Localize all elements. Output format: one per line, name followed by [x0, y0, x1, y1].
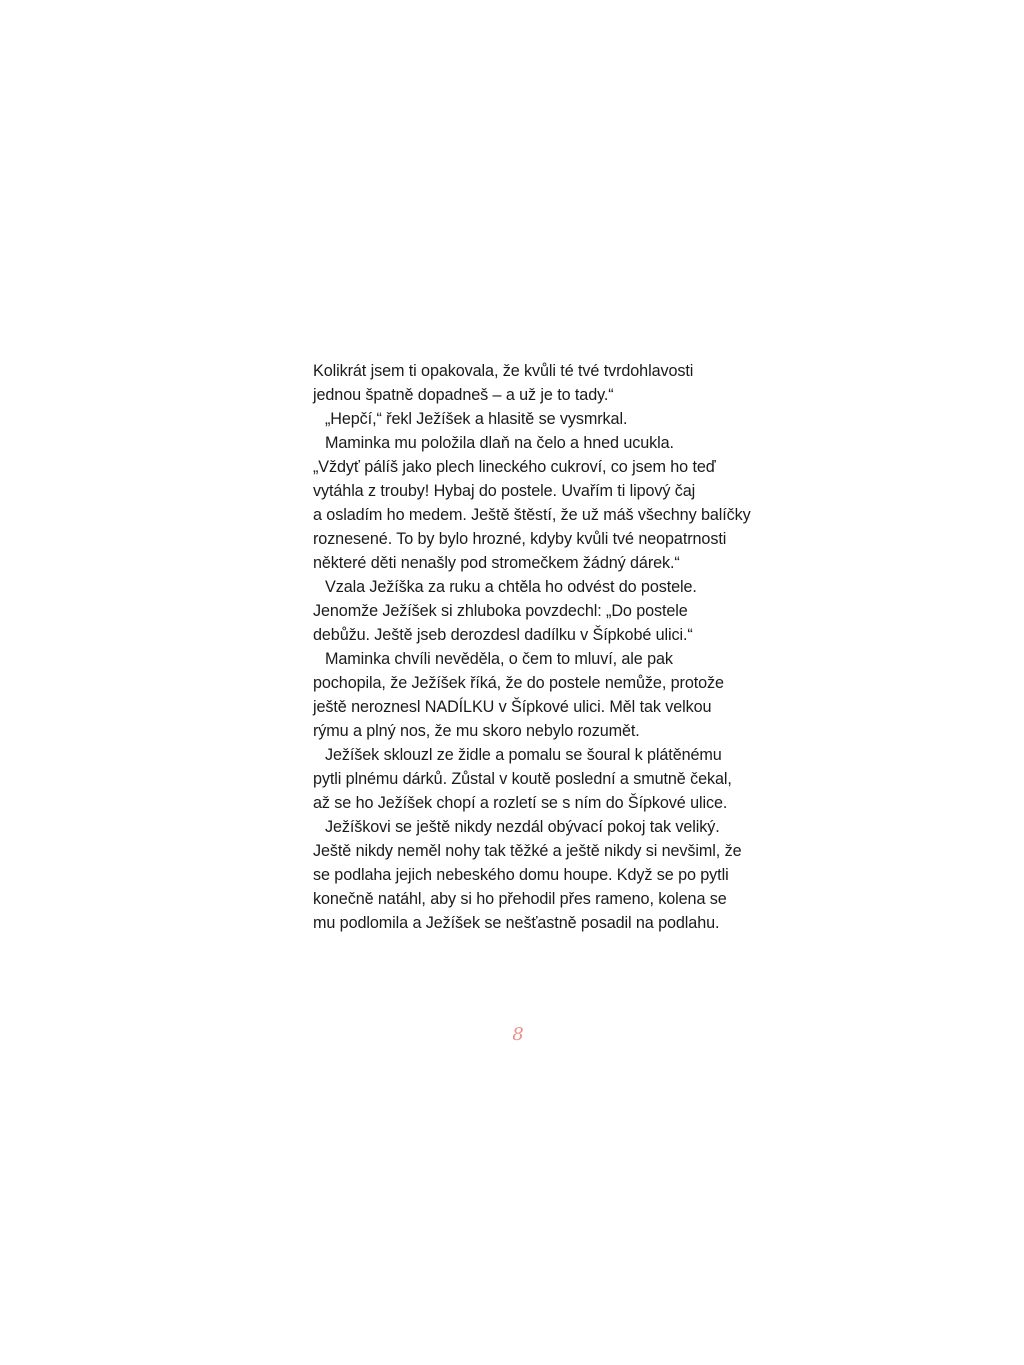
text-line: konečně natáhl, aby si ho přehodil přes rameno, kolena se — [313, 890, 727, 908]
text-line: Jenomže Ježíšek si zhluboka povzdechl: „Do postele — [313, 602, 688, 620]
text-line: jednou špatně dopadneš – a už je to tady.“ — [313, 386, 614, 404]
text-line: vytáhla z trouby! Hybaj do postele. Uvařím ti lipový čaj — [313, 482, 696, 500]
text-line: „Vždyť pálíš jako plech lineckého cukroví, co jsem ho teď — [313, 458, 716, 476]
text-line: mu podlomila a Ježíšek se nešťastně posadil na podlahu. — [313, 914, 720, 932]
text-line: Maminka chvíli nevěděla, o čem to mluví, ale pak — [325, 650, 673, 668]
text-line: pytli plnému dárků. Zůstal v koutě poslední a smutně čekal, — [313, 770, 732, 788]
text-line: roznesené. To by bylo hrozné, kdyby kvůli tvé neopatrnosti — [313, 530, 727, 548]
text-line: „Hepčí,“ řekl Ježíšek a hlasitě se vysmrkal. — [325, 410, 628, 428]
text-line: Ještě nikdy neměl nohy tak těžké a ještě nikdy si nevšiml, že — [313, 842, 742, 860]
text-line: debůžu. Ještě jseb derozdesl dadílku v Šípkobé ulici.“ — [313, 626, 693, 644]
text-line: Kolikrát jsem ti opakovala, že kvůli té tvé tvrdohlavosti — [313, 362, 694, 380]
text-line: a osladím ho medem. Ještě štěstí, že už máš všechny balíčky — [313, 506, 751, 524]
text-line: Vzala Ježíška za ruku a chtěla ho odvést do postele. — [325, 578, 697, 596]
text-line: některé děti nenašly pod stromečkem žádný dárek.“ — [313, 554, 680, 572]
text-line: Maminka mu položila dlaň na čelo a hned ucukla. — [325, 434, 674, 452]
text-line: se podlaha jejich nebeského domu houpe. Když se po pytli — [313, 866, 729, 884]
text-line: Ježíšek sklouzl ze židle a pomalu se šoural k plátěnému — [325, 746, 722, 764]
body-text — [313, 359, 751, 935]
page-number: 8 — [512, 1024, 524, 1045]
text-line: pochopila, že Ježíšek říká, že do postele nemůže, protože — [313, 674, 724, 692]
text-line: Ježíškovi se ještě nikdy nezdál obývací pokoj tak veliký. — [325, 818, 720, 836]
text-line: až se ho Ježíšek chopí a rozletí se s ním do Šípkové ulice. — [313, 794, 728, 812]
text-line: rýmu a plný nos, že mu skoro nebylo rozumět. — [313, 722, 640, 740]
text-line: ještě neroznesl NADÍLKU v Šípkové ulici. Měl tak velkou — [313, 698, 712, 716]
